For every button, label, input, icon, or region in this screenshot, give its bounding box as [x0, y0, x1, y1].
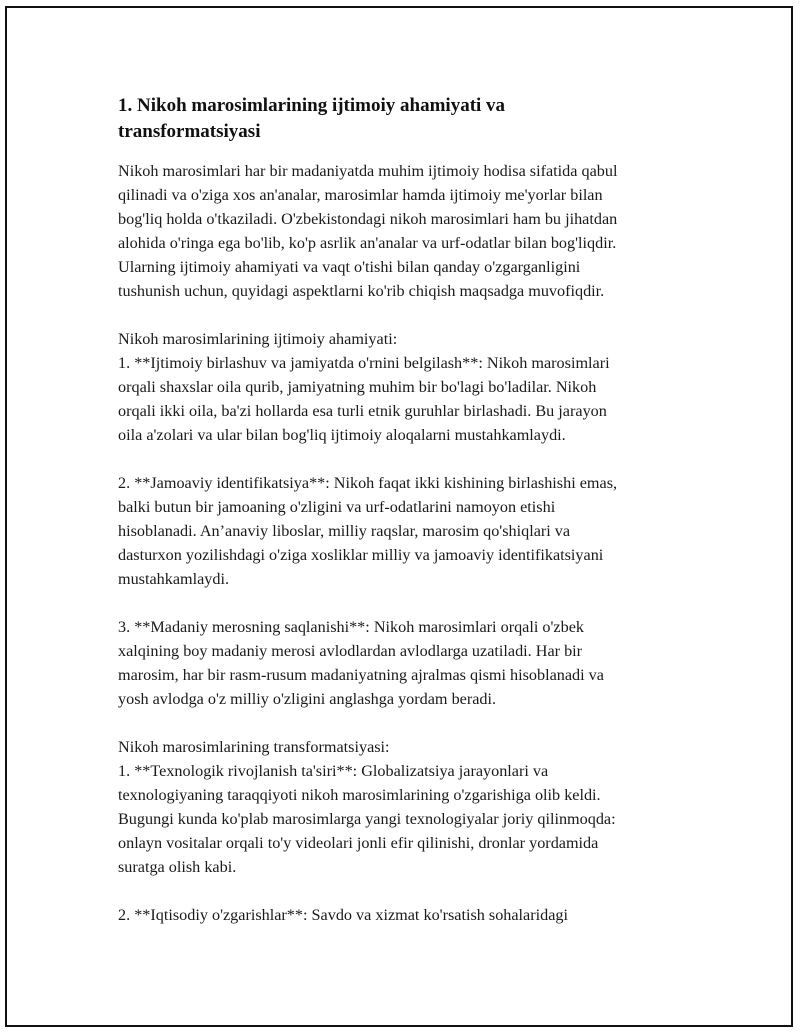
- document-body: [118, 93, 698, 951]
- section-heading: [118, 93, 698, 145]
- text-line: suratga olish kabi.: [118, 858, 237, 876]
- paragraph-transformation: [118, 735, 698, 879]
- text-line: xalqining boy madaniy merosi avlodlardan avlodlarga uzatiladi. Har bir: [118, 642, 583, 660]
- paragraph-intro: [118, 159, 698, 303]
- paragraph-social-significance: [118, 327, 698, 447]
- text-line: 1. **Ijtimoiy birlashuv va jamiyatda o'rnini belgilash**: Nikoh marosimlari: [118, 354, 610, 372]
- paragraph-cultural-heritage: [118, 615, 698, 711]
- text-line: tushunish uchun, quyidagi aspektlarni ko'rib chiqish maqsadga muvofiqdir.: [118, 282, 605, 300]
- paragraph-economic-changes: [118, 903, 698, 927]
- text-line: mustahkamlaydi.: [118, 570, 230, 588]
- text-line: oila a'zolari va ular bilan bog'liq ijtimoiy aloqalarni mustahkamlaydi.: [118, 426, 566, 444]
- text-line: marosim, har bir rasm-rusum madaniyatning ajralmas qismi hisoblanadi va: [118, 666, 604, 684]
- heading-line: transformatsiyasi: [118, 121, 261, 142]
- text-line: Nikoh marosimlarining transformatsiyasi:: [118, 738, 390, 756]
- text-line: hisoblanadi. An’anaviy liboslar, milliy raqslar, marosim qo'shiqlari va: [118, 522, 571, 540]
- text-line: alohida o'ringa ega bo'lib, ko'p asrlik an'analar va urf-odatlar bilan bog'liqdir.: [118, 234, 617, 252]
- text-line: orqali shaxslar oila qurib, jamiyatning muhim bir bo'lagi bo'ladilar. Nikoh: [118, 378, 597, 396]
- text-line: yosh avlodga o'z milliy o'zligini anglashga yordam beradi.: [118, 690, 497, 708]
- text-line: qilinadi va o'ziga xos an'analar, marosimlar hamda ijtimoiy me'yorlar bilan: [118, 186, 603, 204]
- text-line: texnologiyaning taraqqiyoti nikoh marosimlarining o'zgarishiga olib keldi.: [118, 786, 601, 804]
- text-line: 3. **Madaniy merosning saqlanishi**: Nikoh marosimlari orqali o'zbek: [118, 618, 584, 636]
- text-line: 2. **Jamoaviy identifikatsiya**: Nikoh faqat ikki kishining birlashishi emas,: [118, 474, 618, 492]
- text-line: dasturxon yozilishdagi o'ziga xosliklar milliy va jamoaviy identifikatsiyani: [118, 546, 604, 564]
- text-line: 1. **Texnologik rivojlanish ta'siri**: Globalizatsiya jarayonlari va: [118, 762, 549, 780]
- text-line: Bugungi kunda ko'plab marosimlarga yangi texnologiyalar joriy qilinmoqda:: [118, 810, 616, 828]
- text-line: Nikoh marosimlarining ijtimoiy ahamiyati:: [118, 330, 398, 348]
- paragraph-collective-identity: [118, 471, 698, 591]
- text-line: bog'liq holda o'tkaziladi. O'zbekistondagi nikoh marosimlari ham bu jihatdan: [118, 210, 618, 228]
- text-line: 2. **Iqtisodiy o'zgarishlar**: Savdo va xizmat ko'rsatish sohalaridagi: [118, 906, 569, 924]
- text-line: orqali ikki oila, ba'zi hollarda esa turli etnik guruhlar birlashadi. Bu jarayon: [118, 402, 607, 420]
- heading-line: 1. Nikoh marosimlarining ijtimoiy ahamiyati va: [118, 95, 506, 116]
- text-line: Ularning ijtimoiy ahamiyati va vaqt o'tishi bilan qanday o'zgarganligini: [118, 258, 581, 276]
- text-line: onlayn vositalar orqali to'y videolari jonli efir qilinishi, dronlar yordamida: [118, 834, 599, 852]
- text-line: Nikoh marosimlari har bir madaniyatda muhim ijtimoiy hodisa sifatida qabul: [118, 162, 618, 180]
- text-line: balki butun bir jamoaning o'zligini va urf-odatlarini namoyon etishi: [118, 498, 556, 516]
